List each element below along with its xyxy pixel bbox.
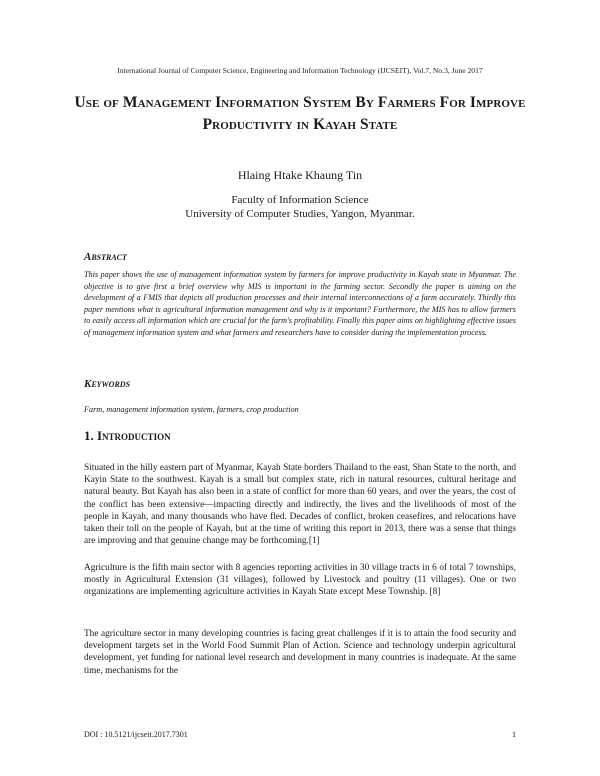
footer-doi: DOI : 10.5121/ijcseit.2017.7301 <box>84 730 188 739</box>
intro-paragraph-1: Situated in the hilly eastern part of Myanmar, Kayah State borders Thailand to the east, Shan State to the north, and Kayin State to the southwest. Kayah is a small but complex state, rich in natural resources, cultural heritage and natural beauty. But Kayah has also been in a state of conflict for more than 60 years, and over the years, the cost of the conflict has been extensive—impacting directly and indirectly, the lives and the livelihoods of most of the people in Kayah, and many thousands who have fled. Decades of conflict, broken ceasefires, and relocations have taken their toll on the people of Kayah, but at the time of writing this report in 2013, there was a sense that things are improving and that genuine change may be forthcoming.[1] <box>84 463 516 547</box>
journal-header: International Journal of Computer Science, Engineering and Information Technology (IJCSEIT), Vol.7, No.3, June 2017 <box>117 66 483 75</box>
abstract-heading: Abstract <box>84 251 127 263</box>
intro-paragraph-3: The agriculture sector in many developing countries is facing great challenges if it is to attain the food security and development targets set in the World Food Summit Plan of Action. Science and technology underpin agricultural development, yet funding for national level research and development in many countries is inadequate. At the same time, mechanisms for the <box>84 629 516 676</box>
page-number: 1 <box>512 730 516 739</box>
intro-paragraph-2: Agriculture is the fifth main sector with 8 agencies reporting activities in 30 village tracts in 6 of total 7 townships, mostly in Agricultural Extension (31 villages), followed by Livestock and poultry (11 villages). One or two organizations are implementing agriculture activities in Kayah State except Mese Township. [8] <box>84 563 516 598</box>
affiliation-faculty: Faculty of Information Science <box>231 194 369 206</box>
affiliation-university: University of Computer Studies, Yangon, Myanmar. <box>185 208 415 220</box>
abstract-text: This paper shows the use of management information system by farmers for improve productivity in Kayah state in Myanmar. The objective is to give first a brief overview why MIS is important in the farming sector. Secondly the paper is aiming on the development of a FMIS that depicts all production processes and their internal interconnections of a farm accurately. Thirdly this paper mentions what is agricultural information management and why is it important? Furthermore, the MIS has to allow farmers to easily access all information which are crucial for the farm's profitability. Finally this paper aims on highlighting effective issues of management information system and what farmers and researchers have to consider during the implementation process. <box>84 270 516 337</box>
author-affiliation <box>0 193 600 221</box>
author-name: Hlaing Htake Khaung Tin <box>237 168 363 182</box>
paper-title: Use of Management Information System By Farmers For Improve Productivity in Kayah State <box>74 94 526 133</box>
section-heading-introduction: 1. Introduction <box>84 428 171 443</box>
keywords-text: Farm, management information system, farmers, crop production <box>84 405 299 414</box>
keywords-heading: Keywords <box>84 378 131 390</box>
